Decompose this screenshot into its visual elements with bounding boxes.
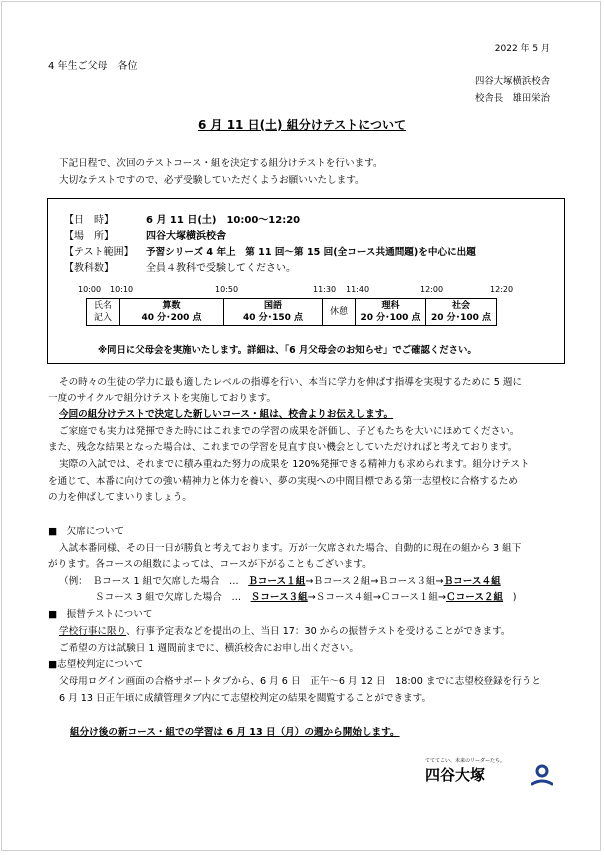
- absence-example-1: （例： Ｂコース 1 組で欠席した場合 … Ｂコース１組→Ｂコース２組→Ｂコース３組→Ｂコース４組: [59, 576, 501, 587]
- test-date-row: 【日 時】 6 月 11 日(土) 10:00～12:20: [64, 215, 301, 226]
- body-p1-line2: 一度のサイクルで組分けテストを実施しております。: [48, 393, 276, 404]
- absence-heading: ■ 欠席について: [48, 526, 125, 537]
- makeup-line2: ご希望の方は試験日 1 週間前までに、横浜校舎にお申し出ください。: [59, 643, 360, 654]
- addressee: 4 年生ご父母 各位: [48, 61, 138, 72]
- time-label: 11:40: [346, 285, 370, 294]
- yotsuya-otsuka-logo: てててこい、未来のリーダーたち。 四谷大塚: [425, 758, 505, 785]
- document-title: 6 月 11 日(土) 組分けテストについて: [197, 118, 406, 132]
- test-range-row: 【テスト範囲】 予習シリーズ 4 年上 第 11 回～第 15 回(全コース共通問題)を中心に出題: [64, 247, 476, 258]
- judgment-line1: 父母用ログイン画面の合格サポートタブから、6 月 6 日 正午～6 月 12 日 18:00 までに志望校登録を行うと: [59, 676, 541, 687]
- body-p2-line1: ご家庭でも実力は発揮できた時にはこれまでの学習の成果を評価し、子どもたちを大いにほめてください。: [59, 426, 520, 437]
- cell-math: 算数 40 分･200 点: [120, 299, 224, 326]
- body-p2-line2: また、残念な結果となった場合は、これまでの学習を見直す良い機会としていただければと考えております。: [48, 442, 518, 453]
- time-label: 10:00: [78, 285, 102, 294]
- absence-line2: がります。各コースの組数によっては、コースが下がることもございます。: [48, 559, 372, 570]
- school-name: 四谷大塚横浜校舎: [474, 76, 550, 87]
- intro-line-2: 大切なテストですので、必ず受験していただくようお願いいたします。: [59, 175, 365, 186]
- time-label: 12:20: [490, 285, 514, 294]
- makeup-heading: ■ 振替テストについて: [48, 609, 153, 620]
- absence-example-2: Ｓコース 3 組で欠席した場合 … Ｓコース３組→Ｓコース４組→Ｃコース１組→Ｃコース２組 ): [95, 592, 517, 603]
- body-p3-line3: の力を伸ばしてまいりましょう。: [48, 492, 192, 503]
- cell-japanese: 国語 40 分･150 点: [224, 299, 323, 326]
- principal-name: 校舎長 雄田栄治: [474, 93, 550, 104]
- test-subjects-row: 【教科数】 全員４教科で受験してください。: [64, 263, 296, 274]
- absence-line1: 入試本番同様、その日一日が勝負と考えております。万が一欠席された場合、自動的に現在の組から 3 組下: [59, 543, 522, 554]
- test-place-row: 【場 所】 四谷大塚横浜校舎: [64, 231, 226, 242]
- cell-social: 社会 20 分･100 点: [426, 299, 497, 326]
- time-label: 12:00: [420, 285, 444, 294]
- cell-break: 休憩: [323, 299, 356, 326]
- cell-name-entry: 氏名 記入: [87, 299, 120, 326]
- issue-date: 2022 年 5 月: [494, 44, 550, 54]
- judgment-heading: ■志望校判定について: [48, 659, 144, 670]
- document-page: [1, 1, 601, 851]
- logo-mark-icon: [531, 764, 553, 788]
- time-label: 11:30: [313, 285, 337, 294]
- course-notice: 今回の組分けテストで決定した新しいコース・組は、校舎よりお伝えします。: [59, 409, 394, 420]
- schedule-table: [86, 298, 497, 326]
- makeup-line1: 学校行事に限り、行事予定表などを提出の上、当日 17：30 からの振替テストを受けることができます。: [59, 626, 511, 637]
- test-info-box: [47, 198, 565, 364]
- time-label: 10:50: [215, 285, 239, 294]
- judgment-line2: 6 月 13 日正午頃に成績管理タブ内にて志望校判定の結果を閲覧することができます。: [59, 693, 432, 704]
- closing-note: 組分け後の新コース・組での学習は 6 月 13 日（月）の週から開始します。: [70, 727, 400, 738]
- time-label: 10:10: [110, 285, 134, 294]
- body-p3-line1: 実際の入試では、それまでに積み重ねた努力の成果を 120%発揮できる精神力も求められます。組分けテスト: [59, 459, 530, 470]
- body-p1-line1: その時々の生徒の学力に最も適したレベルの指導を行い、本当に学力を伸ばす指導を実現するために 5 週に: [59, 377, 523, 388]
- body-p3-line2: を通じて、本番に向けての強い精神力と体力を養い、夢の実現への中間目標である第一志望校に合格するため: [48, 476, 518, 487]
- intro-line-1: 下記日程で、次回のテストコース・組を決定する組分けテストを行います。: [59, 158, 383, 169]
- cell-science: 理科 20 分･100 点: [356, 299, 426, 326]
- parent-meeting-note: ※同日に父母会を実施いたします。詳細は、「6 月父母会のお知らせ」でご確認ください。: [98, 345, 477, 356]
